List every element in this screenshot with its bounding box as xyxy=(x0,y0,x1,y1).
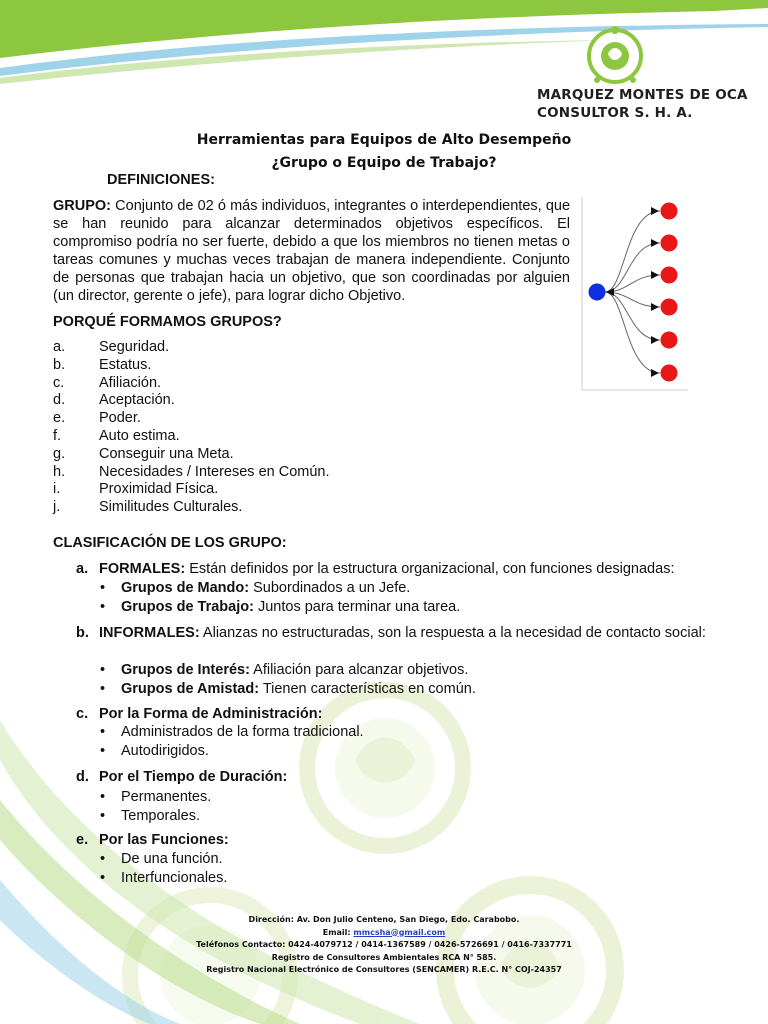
sub-item xyxy=(100,579,460,598)
sub-text: Afiliación para alcanzar objetivos. xyxy=(253,662,469,678)
list-letter: i. xyxy=(53,481,61,498)
clasificacion-item-c xyxy=(76,705,712,723)
document-subtitle: ¿Grupo o Equipo de Trabajo? xyxy=(271,155,497,171)
item-label: Por las Funciones: xyxy=(99,832,229,848)
bullet-icon: • xyxy=(100,724,106,740)
sub-item xyxy=(100,680,476,699)
sub-label: Grupos de Amistad: xyxy=(121,681,260,697)
company-name xyxy=(537,86,748,122)
list-text: Afiliación. xyxy=(99,374,162,391)
list-item xyxy=(53,499,330,517)
porque-heading: PORQUÉ FORMAMOS GRUPOS? xyxy=(53,314,282,330)
sub-item xyxy=(100,742,364,761)
list-text: Aceptación. xyxy=(99,392,175,409)
sub-item xyxy=(100,661,476,680)
list-letter: d. xyxy=(53,392,66,409)
list-text: Necesidades / Intereses en Común. xyxy=(99,463,330,480)
duracion-sublist xyxy=(100,788,211,826)
diagram-member-node xyxy=(661,299,678,316)
list-letter: b. xyxy=(53,356,66,373)
list-item xyxy=(53,375,330,393)
company-name-line2: CONSULTOR S. H. A. xyxy=(537,105,693,121)
funciones-sublist xyxy=(100,850,227,888)
list-letter: j. xyxy=(53,499,61,516)
grupo-text: Conjunto de 02 ó más individuos, integrantes o interdependientes, que se han reunido para alcanzar determinados objetivos específicos. El compromiso podría no ser fuerte, debido a que los miembros no tienen metas o tareas comunes y muchas veces trabajan de manera independiente. Conjunto de personas que trabajan hacia un objetivo, que son coordinadas por alguien (un director, gerente o jefe), para lograr dicho Objetivo. xyxy=(53,198,571,304)
footer-email xyxy=(0,927,768,940)
bullet-icon: • xyxy=(100,662,106,678)
list-text: Auto estima. xyxy=(99,427,180,444)
list-text: Proximidad Física. xyxy=(99,481,219,498)
diagram-member-node xyxy=(661,235,678,252)
footer xyxy=(0,914,768,977)
grupo-label: GRUPO: xyxy=(53,198,111,214)
formales-sublist xyxy=(100,579,460,617)
list-item xyxy=(53,428,330,446)
clasificacion-heading: CLASIFICACIÓN DE LOS GRUPO: xyxy=(53,535,287,551)
list-letter: c. xyxy=(53,374,65,391)
item-label: INFORMALES: xyxy=(99,625,200,641)
clasificacion-item-a xyxy=(76,560,712,578)
footer-email-label: Email: xyxy=(322,927,351,937)
sub-text: Temporales. xyxy=(121,808,200,824)
list-letter: h. xyxy=(53,463,66,480)
clasificacion-item-b xyxy=(76,624,712,642)
informales-sublist xyxy=(100,661,476,699)
definiciones-heading: DEFINICIONES: xyxy=(107,172,215,188)
company-name-line1: MARQUEZ MONTES DE OCA xyxy=(537,87,748,103)
item-letter: d. xyxy=(76,769,89,785)
list-item xyxy=(53,446,330,464)
bullet-icon: • xyxy=(100,789,106,805)
item-letter: b. xyxy=(76,625,89,641)
clasificacion-item-e xyxy=(76,831,712,849)
sub-item xyxy=(100,723,364,742)
sub-item xyxy=(100,788,211,807)
footer-phones: Teléfonos Contacto: 0424-4079712 / 0414-1367589 / 0426-5726691 / 0416-7337771 xyxy=(196,940,572,949)
group-diagram xyxy=(580,197,690,392)
bullet-icon: • xyxy=(100,808,106,824)
list-letter: g. xyxy=(53,445,66,462)
header-swoosh xyxy=(0,0,768,84)
item-letter: c. xyxy=(76,706,89,722)
sub-item xyxy=(100,807,211,826)
bullet-icon: • xyxy=(100,743,106,759)
grupo-definition xyxy=(53,197,570,305)
list-text: Poder. xyxy=(99,410,141,427)
footer-address xyxy=(0,914,768,927)
administracion-sublist xyxy=(100,723,364,761)
diagram-arrowheads xyxy=(606,207,659,377)
bullet-icon: • xyxy=(100,580,106,596)
list-text: Estatus. xyxy=(99,356,152,373)
bullet-icon: • xyxy=(100,599,106,615)
bullet-icon: • xyxy=(100,870,106,886)
footer-registro-sencamer: Registro Nacional Electrónico de Consultores (SENCAMER) R.E.C. N° COJ-24357 xyxy=(206,965,562,974)
bullet-icon: • xyxy=(100,851,106,867)
list-item xyxy=(53,357,330,375)
list-item xyxy=(53,481,330,499)
diagram-center-node xyxy=(589,284,606,301)
sub-text: Tienen características en común. xyxy=(262,681,476,697)
footer-address-label: Dirección: xyxy=(248,915,294,924)
diagram-member-node xyxy=(661,203,678,220)
list-text: Similitudes Culturales. xyxy=(99,499,243,516)
sub-label: Grupos de Trabajo: xyxy=(121,599,254,615)
diagram-member-node xyxy=(661,365,678,382)
sub-label: Grupos de Mando: xyxy=(121,580,250,596)
sub-text: Autodirigidos. xyxy=(121,743,209,759)
list-text: Conseguir una Meta. xyxy=(99,445,234,462)
list-letter: f. xyxy=(53,427,62,444)
sub-text: De una función. xyxy=(121,851,223,867)
diagram-member-node xyxy=(661,332,678,349)
item-text: Alianzas no estructuradas, son la respuesta a la necesidad de contacto social: xyxy=(202,625,706,641)
list-letter: e. xyxy=(53,410,66,427)
item-text: Están definidos por la estructura organizacional, con funciones designadas: xyxy=(189,561,675,577)
list-item xyxy=(53,339,330,357)
document-title: Herramientas para Equipos de Alto Desempeño xyxy=(196,132,572,148)
sub-text: Subordinados a un Jefe. xyxy=(253,580,411,596)
list-item xyxy=(53,410,330,428)
footer-address-value: Av. Don Julio Centeno, San Diego, Edo. Carabobo. xyxy=(296,915,520,924)
item-label: Por la Forma de Administración: xyxy=(99,706,323,722)
sub-label: Grupos de Interés: xyxy=(121,662,250,678)
sub-text: Interfuncionales. xyxy=(121,870,228,886)
item-label: FORMALES: xyxy=(99,561,186,577)
bullet-icon: • xyxy=(100,681,106,697)
item-label: Por el Tiempo de Duración: xyxy=(99,769,288,785)
list-item xyxy=(53,392,330,410)
sub-text: Administrados de la forma tradicional. xyxy=(121,724,364,740)
list-item xyxy=(53,464,330,482)
footer-registro-rca: Registro de Consultores Ambientales RCA N° 585. xyxy=(271,952,497,962)
porque-list xyxy=(53,339,330,517)
company-logo xyxy=(585,24,645,86)
sub-item xyxy=(100,850,227,869)
sub-text: Permanentes. xyxy=(121,789,212,805)
sub-item xyxy=(100,869,227,888)
diagram-member-node xyxy=(661,267,678,284)
item-letter: e. xyxy=(76,832,89,848)
list-text: Seguridad. xyxy=(99,339,170,355)
sub-text: Juntos para terminar una tarea. xyxy=(257,599,461,615)
sub-item xyxy=(100,598,460,617)
item-letter: a. xyxy=(76,561,89,577)
clasificacion-item-d xyxy=(76,768,712,786)
footer-email-link[interactable]: mmcsha@gmail.com xyxy=(353,927,446,937)
list-letter: a. xyxy=(53,339,66,355)
